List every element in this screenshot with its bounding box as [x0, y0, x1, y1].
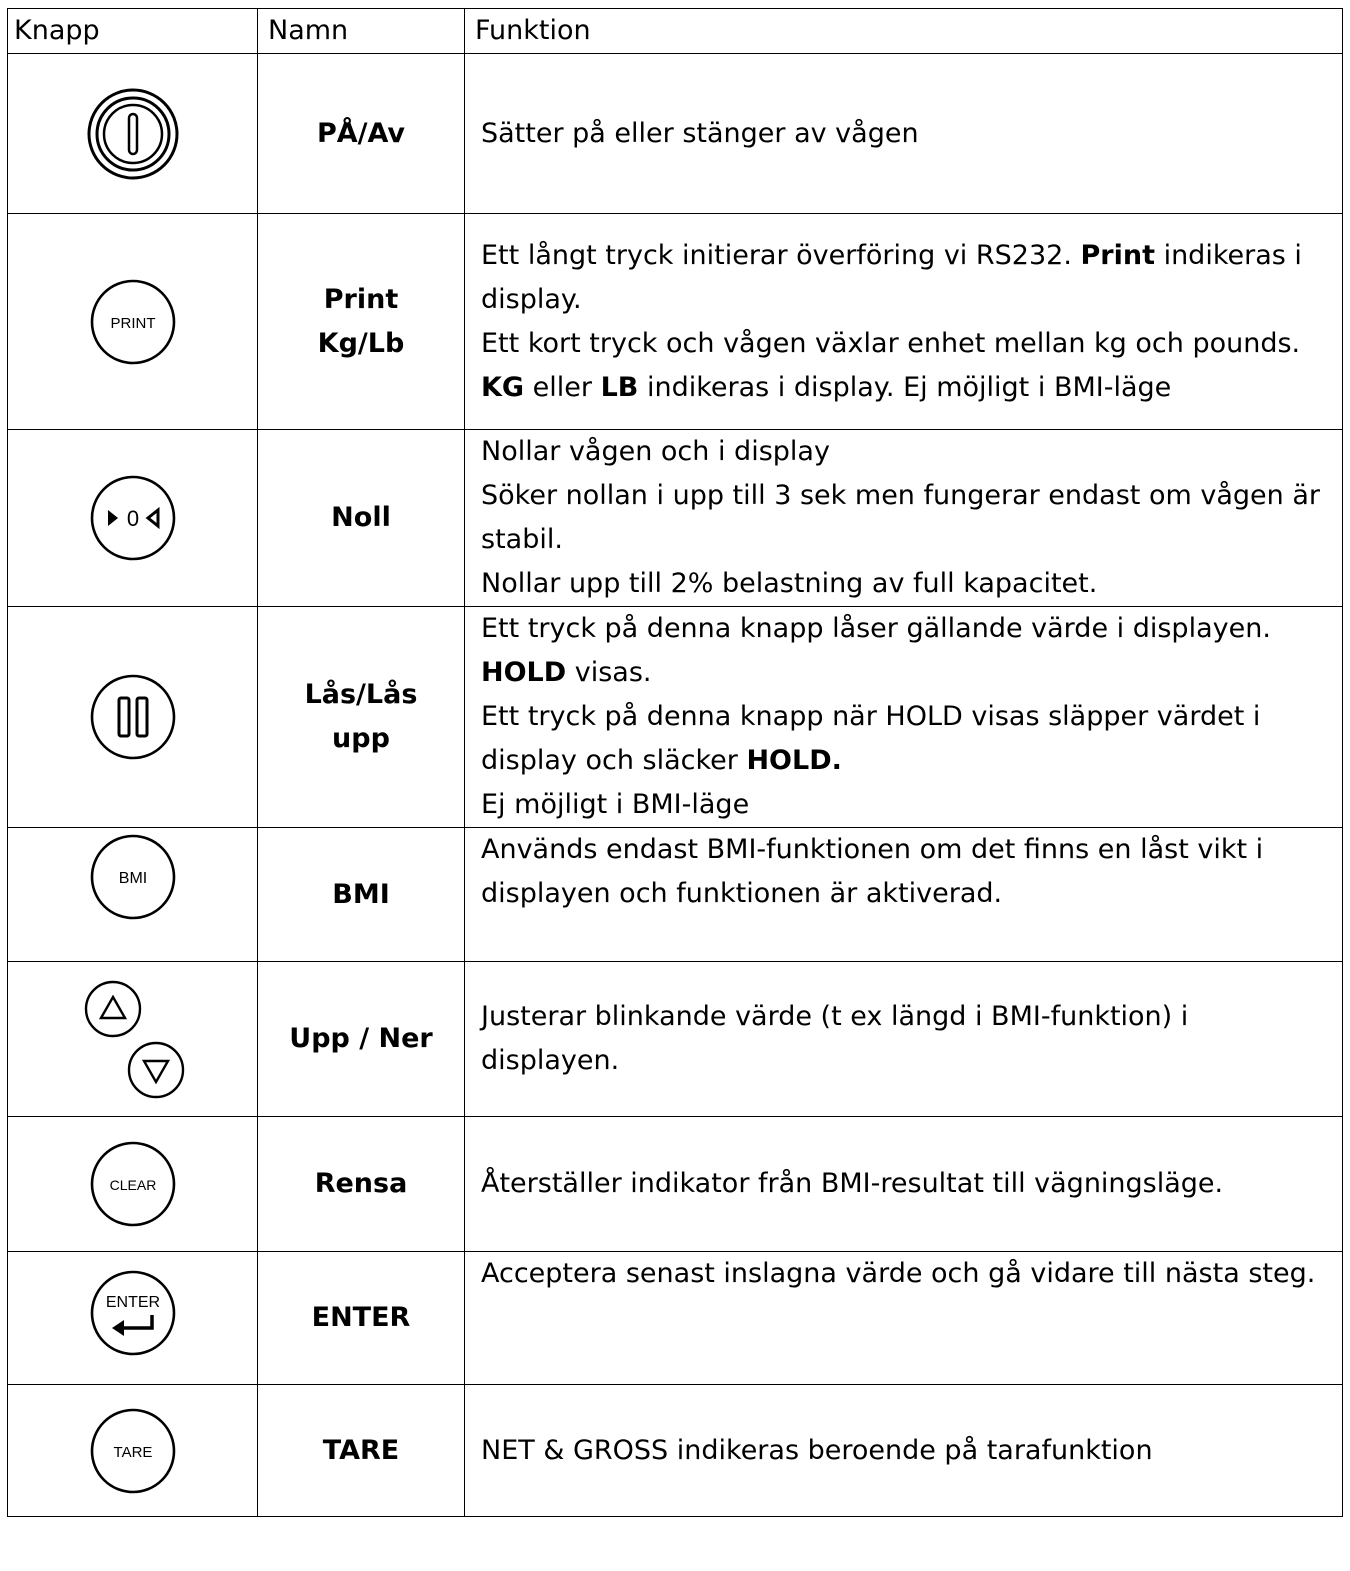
svg-text:TARE: TARE: [113, 1443, 152, 1461]
function-description-cell: [465, 214, 1343, 430]
down-arrow-icon: [129, 1043, 183, 1097]
function-text: Ett kort tryck och vågen växlar enhet mellan kg och pounds.: [481, 327, 1301, 359]
header-namn: Namn: [258, 9, 465, 54]
clear-icon: [88, 1139, 178, 1229]
function-text: Ett tryck på denna knapp när HOLD visas släpper värdet i display och släcker: [481, 701, 1261, 776]
function-text: Ett tryck på denna knapp låser gällande värde i displayen.: [481, 613, 1271, 644]
button-name-cell: [258, 828, 465, 962]
function-text: indikeras i display.: [481, 239, 1302, 315]
svg-text:CLEAR: CLEAR: [109, 1177, 156, 1193]
function-text: eller: [524, 371, 601, 403]
table-row: [8, 962, 1343, 1117]
button-cell: [8, 54, 258, 214]
up-down-icon: [58, 974, 208, 1104]
function-paragraph: [481, 695, 1334, 783]
table-row: [8, 1117, 1343, 1252]
button-cell: [8, 962, 258, 1117]
function-paragraph: [481, 234, 1334, 322]
button-cell: [8, 430, 258, 607]
button-cell: [8, 214, 258, 430]
function-text: Nollar vågen och i display: [481, 436, 830, 467]
emphasized-text: KG: [481, 371, 525, 403]
function-text: NET & GROSS indikeras beroende på tarafunktion: [481, 1434, 1153, 1466]
button-name-line: Noll: [331, 502, 391, 533]
svg-text:ENTER: ENTER: [105, 1294, 160, 1311]
table-row: [8, 1385, 1343, 1517]
power-icon: [85, 86, 181, 182]
button-name-cell: [258, 430, 465, 607]
table-row: [8, 54, 1343, 214]
function-text: Justerar blinkande värde (t ex längd i BMI-funktion) i displayen.: [481, 1001, 1189, 1076]
function-paragraph: [481, 112, 1334, 156]
function-paragraph: [481, 783, 1334, 827]
function-text: visas.: [566, 657, 652, 688]
function-paragraph: [481, 474, 1334, 562]
up-arrow-icon: [86, 982, 140, 1036]
header-knapp: Knapp: [8, 9, 258, 54]
bmi-icon: [88, 832, 178, 922]
button-cell: [8, 1252, 258, 1385]
function-paragraph: [481, 607, 1334, 695]
emphasized-text: LB: [600, 371, 639, 403]
function-text: Ej möjligt i BMI-läge: [481, 789, 750, 820]
button-name-cell: [258, 214, 465, 430]
button-name-line: Print: [323, 283, 399, 315]
svg-text:PRINT: PRINT: [110, 314, 155, 332]
button-cell: [8, 828, 258, 962]
function-paragraph: [481, 828, 1334, 916]
function-text: Används endast BMI-funktionen om det finns en låst vikt i displayen och funktionen är aktiverad.: [481, 834, 1264, 909]
table-row: [8, 607, 1343, 828]
function-text: Söker nollan i upp till 3 sek men fungerar endast om vågen är stabil.: [481, 480, 1320, 555]
table-row: [8, 430, 1343, 607]
button-cell: [8, 1385, 258, 1517]
button-name-line: upp: [332, 723, 390, 754]
button-name-line: PÅ/Av: [316, 117, 406, 149]
button-name-cell: [258, 607, 465, 828]
button-name-cell: [258, 1385, 465, 1517]
function-text: Sätter på eller stänger av vågen: [481, 117, 919, 149]
table-row: [8, 828, 1343, 962]
button-name-line: Rensa: [314, 1168, 408, 1199]
emphasized-text: HOLD.: [746, 745, 842, 776]
button-cell: [8, 607, 258, 828]
button-name-line: Kg/Lb: [317, 327, 405, 359]
button-name-line: Lås/Lås: [304, 679, 418, 710]
emphasized-text: HOLD: [481, 657, 567, 688]
function-description-cell: [465, 828, 1343, 962]
function-paragraph: [481, 322, 1334, 410]
function-text: Acceptera senast inslagna värde och gå vidare till nästa steg.: [481, 1258, 1316, 1289]
button-name-cell: [258, 962, 465, 1117]
svg-text:BMI: BMI: [118, 869, 147, 887]
tare-icon: [88, 1406, 178, 1496]
table-row: [8, 214, 1343, 430]
function-paragraph: [481, 1429, 1334, 1473]
function-description-cell: [465, 1385, 1343, 1517]
button-name-cell: [258, 1117, 465, 1252]
button-name-line: BMI: [332, 878, 390, 910]
zero-icon: [88, 473, 178, 563]
emphasized-text: Print: [1080, 239, 1155, 271]
button-function-table: [7, 8, 1343, 1517]
function-description-cell: [465, 1117, 1343, 1252]
function-paragraph: [481, 430, 1334, 474]
button-name-line: ENTER: [311, 1302, 411, 1333]
function-text: Återställer indikator från BMI-resultat till vägningsläge.: [481, 1168, 1224, 1199]
table-row: [8, 1252, 1343, 1385]
function-description-cell: [465, 54, 1343, 214]
header-row: [8, 9, 1343, 54]
function-paragraph: [481, 1162, 1334, 1206]
function-paragraph: [481, 995, 1334, 1083]
button-cell: [8, 1117, 258, 1252]
enter-icon: [88, 1268, 178, 1358]
function-text: indikeras i display. Ej möjligt i BMI-läge: [638, 371, 1172, 403]
function-paragraph: [481, 1252, 1334, 1296]
header-funktion: Funktion: [465, 9, 1343, 54]
function-text: Nollar upp till 2% belastning av full kapacitet.: [481, 568, 1098, 599]
button-name-cell: [258, 54, 465, 214]
button-name-line: TARE: [322, 1434, 400, 1466]
function-description-cell: [465, 1252, 1343, 1385]
hold-icon: [88, 672, 178, 762]
function-text: Ett långt tryck initierar överföring vi RS232.: [481, 239, 1081, 271]
function-description-cell: [465, 962, 1343, 1117]
button-name-cell: [258, 1252, 465, 1385]
button-name-line: Upp / Ner: [289, 1023, 433, 1054]
function-description-cell: [465, 430, 1343, 607]
print-icon: [88, 277, 178, 367]
function-paragraph: [481, 562, 1334, 606]
svg-text:0: 0: [126, 506, 139, 531]
function-description-cell: [465, 607, 1343, 828]
